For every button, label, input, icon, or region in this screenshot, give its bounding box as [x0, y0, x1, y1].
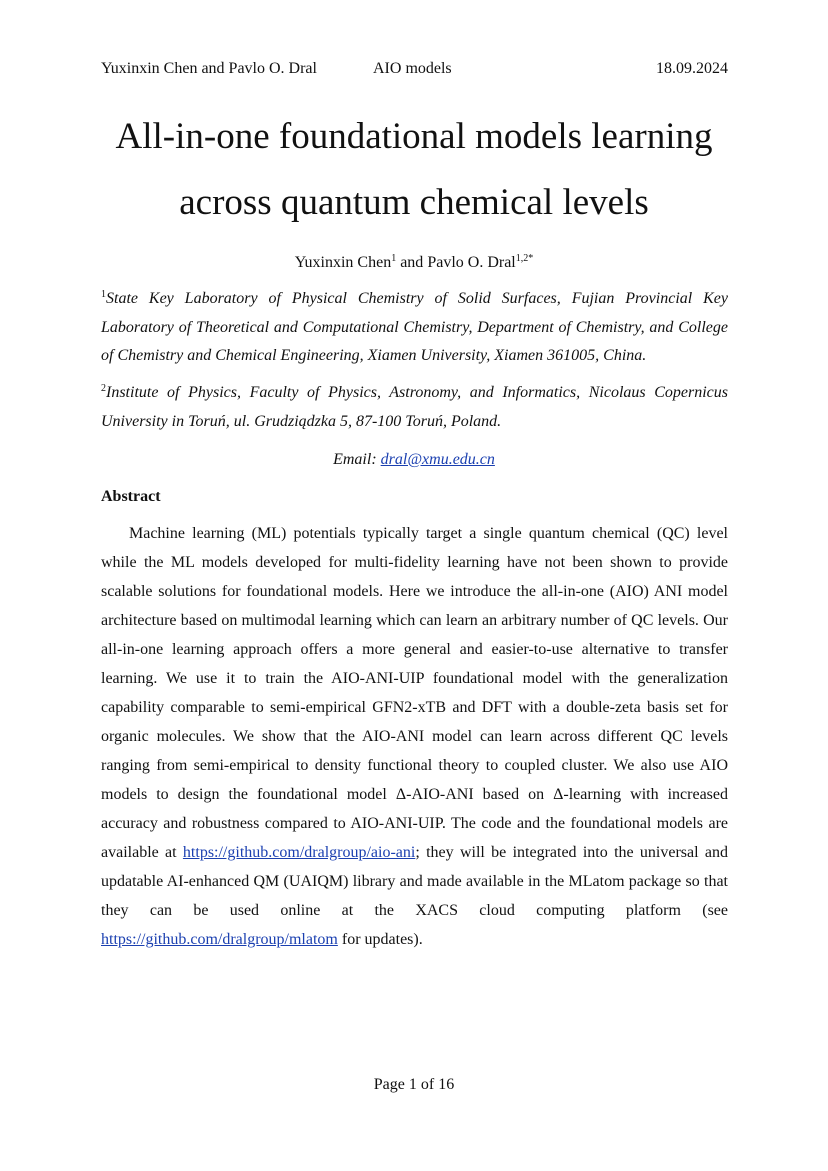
- aio-ani-repo-link[interactable]: https://github.com/dralgroup/aio-ani: [182, 844, 416, 861]
- page-number: Page 1 of 16: [373, 1076, 455, 1093]
- affiliation-2-mark: 2: [101, 383, 106, 394]
- author-2-mark: 1,2*: [515, 253, 534, 264]
- affiliation-1: [101, 285, 728, 371]
- running-header-authors: Yuxinxin Chen and Pavlo O. Dral: [101, 60, 317, 77]
- email-label: Email:: [333, 451, 381, 468]
- paper-title-line-1: All-in-one foundational models learning: [115, 116, 713, 157]
- affiliation-1-text: State Key Laboratory of Physical Chemistry of Solid Surfaces, Fujian Provincial Key Laboratory of Theoretical and Computational Chemistry, Department of Chemistry, and College of Chemistry and Chemical Engineering, Xiamen University, Xiamen 361005, China.: [101, 290, 728, 364]
- running-header-date: 18.09.2024: [656, 60, 728, 77]
- author-1-name: Yuxinxin Chen: [294, 254, 392, 271]
- paper-title: [60, 104, 768, 236]
- abstract-text-part-3: for updates).: [337, 931, 423, 948]
- author-byline: [0, 252, 828, 274]
- running-header-short-title: AIO models: [373, 60, 452, 77]
- author-connector: and: [396, 254, 428, 271]
- author-1-mark: 1: [391, 253, 397, 264]
- abstract-heading: Abstract: [101, 488, 161, 505]
- corresponding-email: [0, 449, 828, 471]
- email-link[interactable]: dral@xmu.edu.cn: [380, 451, 495, 468]
- abstract-text-part-1: Machine learning (ML) potentials typically target a single quantum chemical (QC) level while the ML models developed for multi-fidelity learning have not been shown to provide scalable solutions for foundational models. Here we introduce the all-in-one (AIO) ANI model architecture based on multimodal learning which can learn an arbitrary number of QC levels. Our all-in-one learning approach offers a more general and easier-to-use alternative to transfer learning. We use it to train the AIO-ANI-UIP foundational model with the generalization capability comparable to semi-empirical GFN2-xTB and DFT with a double-zeta basis set for organic molecules. We show that the AIO-ANI model can learn across different QC levels ranging from semi-empirical to density functional theory to coupled cluster. We also use AIO models to design the foundational model Δ-AIO-ANI based on Δ-learning with increased accuracy and robustness compared to AIO-ANI-UIP. The code and the foundational models are available at: [101, 525, 728, 861]
- affiliation-2: [101, 379, 728, 436]
- abstract-body: [101, 519, 728, 954]
- running-header: [101, 58, 728, 80]
- paper-title-line-2: across quantum chemical levels: [179, 182, 649, 223]
- affiliation-1-mark: 1: [101, 289, 106, 300]
- author-2-name: Pavlo O. Dral: [427, 254, 516, 271]
- mlatom-repo-link[interactable]: https://github.com/dralgroup/mlatom: [101, 931, 338, 948]
- abstract-text-part-2: ; they will be integrated into the universal and updatable AI-enhanced QM (UAIQM) library and made available in the MLatom package so that they can be used online at the XACS cloud computing platform (see: [101, 844, 728, 919]
- affiliation-2-text: Institute of Physics, Faculty of Physics, Astronomy, and Informatics, Nicolaus Copernicus University in Toruń, ul. Grudziądzka 5, 87-100 Toruń, Poland.: [101, 384, 728, 430]
